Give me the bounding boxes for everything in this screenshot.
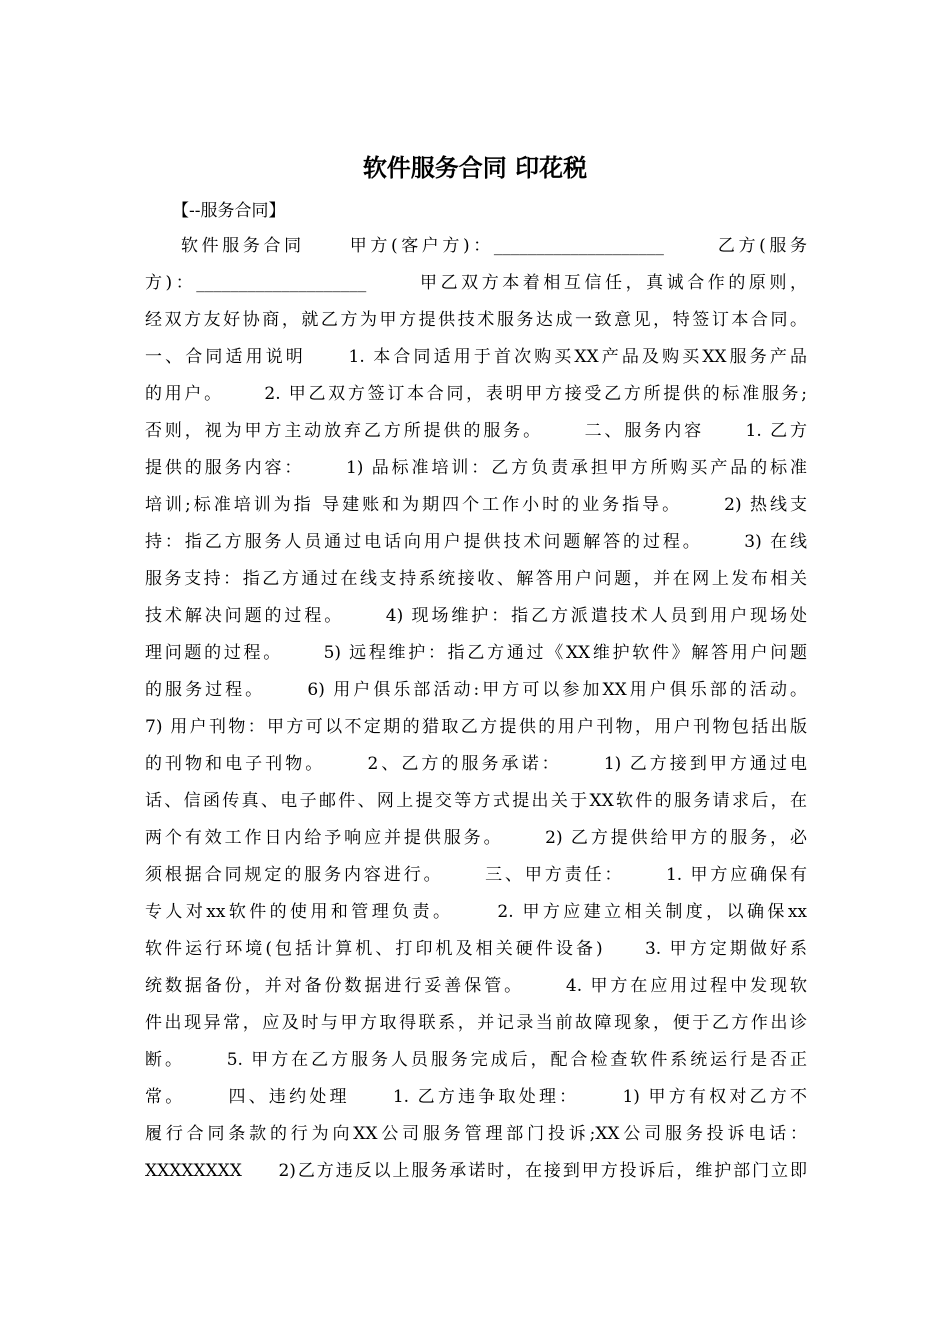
body-line: 持：指乙方服务人员通过电话向用户提供技术问题解答的过程。 3) 在线	[145, 532, 807, 552]
body-line: 两个有效工作日内给予响应并提供服务。 2) 乙方提供给甲方的服务，必	[145, 828, 807, 848]
body-line: 的用户。 2. 甲乙双方签订本合同，表明甲方接受乙方所提供的标准服务;	[145, 384, 807, 404]
body-line: 软件运行环境(包括计算机、打印机及相关硬件设备) 3. 甲方定期做好系	[145, 939, 807, 959]
body-line: 提供的服务内容： 1) 品标准培训：乙方负责承担甲方所购买产品的标准	[145, 458, 807, 478]
body-line: 的刊物和电子刊物。 2、乙方的服务承诺： 1) 乙方接到甲方通过电	[145, 754, 807, 774]
body-line: 技术解决问题的过程。 4) 现场维护：指乙方派遣技术人员到用户现场处	[145, 606, 807, 626]
body-line: 7) 用户刊物：甲方可以不定期的猎取乙方提供的用户刊物，用户刊物包括出版	[145, 717, 807, 737]
body-line: 否则，视为甲方主动放弃乙方所提供的服务。 二、服务内容 1. 乙方	[145, 421, 807, 441]
document-subtitle: 【--服务合同】	[172, 201, 286, 221]
body-line: 的服务过程。 6) 用户俱乐部活动:甲方可以参加XX用户俱乐部的活动。	[145, 680, 807, 700]
body-line: 软件服务合同 甲方(客户方)：____________________ 乙方(服务	[145, 236, 807, 256]
body-line: 方)：____________________ 甲乙双方本着相互信任，真诚合作的原则，	[145, 273, 807, 293]
body-line: 断。 5. 甲方在乙方服务人员服务完成后，配合检查软件系统运行是否正	[145, 1050, 807, 1070]
body-line: XXXXXXXX 2)乙方违反以上服务承诺时，在接到甲方投诉后，维护部门立即	[145, 1161, 807, 1181]
body-line: 一、合同适用说明 1. 本合同适用于首次购买XX产品及购买XX服务产品	[145, 347, 807, 367]
body-line: 理问题的过程。 5) 远程维护：指乙方通过《XX维护软件》解答用户问题	[145, 643, 807, 663]
body-line: 件出现异常，应及时与甲方取得联系，并记录当前故障现象，便于乙方作出诊	[145, 1013, 807, 1033]
document-body	[145, 228, 807, 1190]
document-title: 软件服务合同 印花税	[362, 154, 588, 182]
body-line: 经双方友好协商，就乙方为甲方提供技术服务达成一致意见，特签订本合同。	[145, 310, 807, 330]
body-line: 常。 四、违约处理 1. 乙方违争取处理： 1) 甲方有权对乙方不	[145, 1087, 807, 1107]
body-line: 专人对xx软件的使用和管理负责。 2. 甲方应建立相关制度，以确保xx	[145, 902, 807, 922]
body-line: 统数据备份，并对备份数据进行妥善保管。 4. 甲方在应用过程中发现软	[145, 976, 807, 996]
body-line: 须根据合同规定的服务内容进行。 三、甲方责任： 1. 甲方应确保有	[145, 865, 807, 885]
body-line: 服务支持：指乙方通过在线支持系统接收、解答用户问题，并在网上发布相关	[145, 569, 807, 589]
body-line: 话、信函传真、电子邮件、网上提交等方式提出关于XX软件的服务请求后，在	[145, 791, 807, 811]
body-line: 培训;标准培训为指 导建账和为期四个工作小时的业务指导。 2) 热线支	[145, 495, 807, 515]
body-line: 履行合同条款的行为向XX公司服务管理部门投诉;XX公司服务投诉电话：	[145, 1124, 807, 1144]
